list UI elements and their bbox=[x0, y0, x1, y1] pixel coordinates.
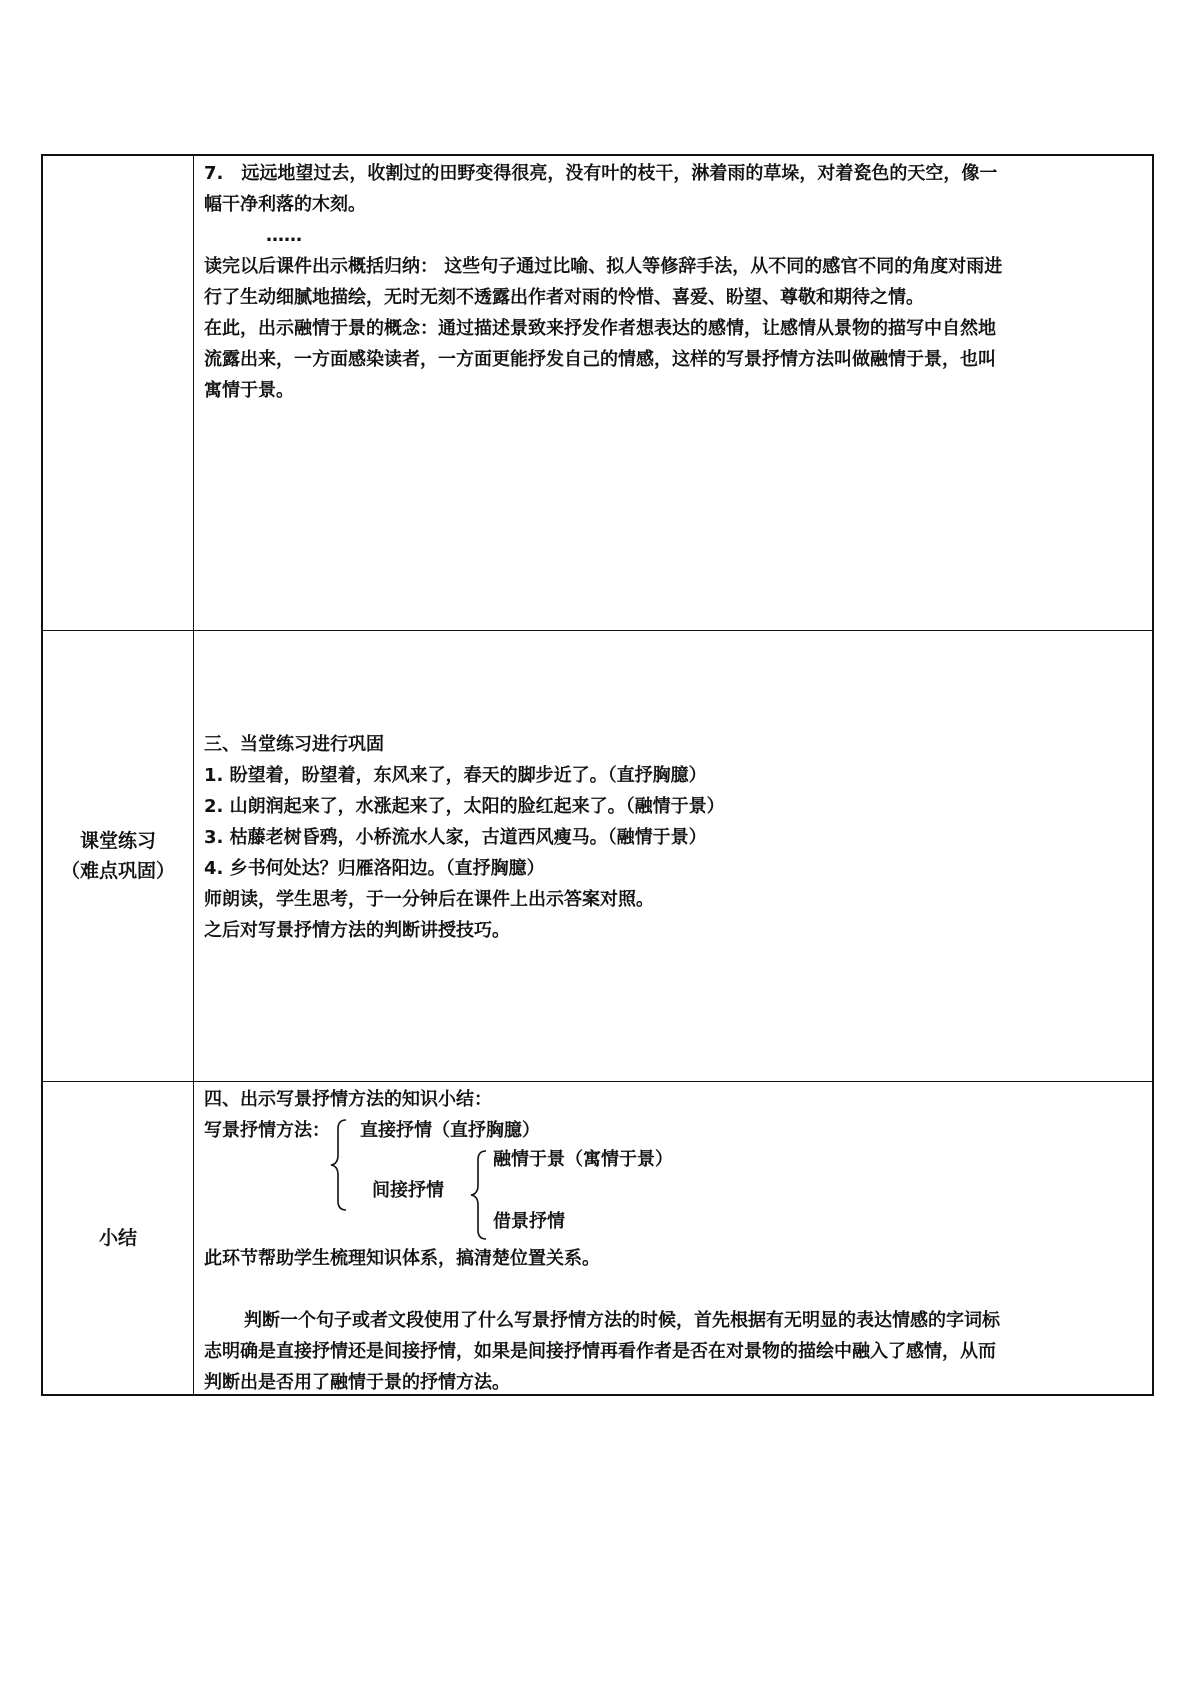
tree-borrow: 借景抒情 bbox=[493, 1211, 565, 1232]
tree-direct: 直接抒情（直抒胸臆） bbox=[360, 1120, 540, 1141]
section-heading: 三、当堂练习进行巩固 bbox=[204, 734, 384, 755]
summary-line: 行了生动细腻地描绘，无时无刻不透露出作者对雨的怜惜、喜爱、盼望、尊敬和期待之情。 bbox=[204, 287, 924, 308]
table-row bbox=[43, 156, 1152, 630]
concept-line: 流露出来，一方面感染读者，一方面更能抒发自己的情感，这样的写景抒情方法叫做融情于景，也叫 bbox=[204, 349, 996, 370]
row-content bbox=[194, 156, 1152, 630]
row-label-text: （难点巩固） bbox=[60, 860, 175, 882]
paragraph-line: 判断出是否用了融情于景的抒情方法。 bbox=[204, 1372, 510, 1393]
concept-line: 寓情于景。 bbox=[204, 380, 294, 401]
section-heading: 四、出示写景抒情方法的知识小结： bbox=[204, 1089, 492, 1110]
note-line: 此环节帮助学生梳理知识体系，搞清楚位置关系。 bbox=[204, 1248, 600, 1269]
exercise-item: 3. 枯藤老树昏鸦，小桥流水人家，古道西风瘦马。（融情于景） bbox=[204, 827, 707, 848]
tree-root: 写景抒情方法： bbox=[204, 1120, 330, 1141]
method-tree-diagram bbox=[204, 1115, 1142, 1243]
exercise-item: 2. 山朗润起来了，水涨起来了，太阳的脸红起来了。（融情于景） bbox=[204, 796, 725, 817]
row-label-text: 小结 bbox=[98, 1227, 137, 1249]
table-row bbox=[43, 1081, 1152, 1394]
row-content bbox=[194, 1082, 1152, 1394]
row-label-text: 课堂练习 bbox=[79, 830, 156, 852]
ellipsis: …… bbox=[266, 225, 302, 246]
row-label bbox=[43, 631, 194, 1081]
concept-line: 在此，出示融情于景的概念：通过描述景致来抒发作者想表达的感情，让感情从景物的描写中自然地 bbox=[204, 318, 996, 339]
paragraph-line: 志明确是直接抒情还是间接抒情，如果是间接抒情再看作者是否在对景物的描绘中融入了感情，从而 bbox=[204, 1341, 996, 1362]
summary-line: 读完以后课件出示概括归纳： 这些句子通过比喻、拟人等修辞手法，从不同的感官不同的角度对雨进 bbox=[204, 256, 1003, 277]
exercise-item: 1. 盼望着，盼望着，东风来了，春天的脚步近了。（直抒胸臆） bbox=[204, 765, 707, 786]
item-7-line: 7. 远远地望过去，收割过的田野变得很亮，没有叶的枝干，淋着雨的草垛，对着瓷色的天空，像一 bbox=[204, 163, 998, 184]
row-content bbox=[194, 631, 1152, 1081]
spacer bbox=[204, 1274, 1142, 1305]
row-label bbox=[43, 156, 194, 630]
table-row bbox=[43, 630, 1152, 1081]
note-line: 师朗读，学生思考，于一分钟后在课件上出示答案对照。 bbox=[204, 889, 654, 910]
tree-indirect: 间接抒情 bbox=[372, 1180, 444, 1201]
item-7-line: 幅干净利落的木刻。 bbox=[204, 194, 366, 215]
tree-blend: 融情于景（寓情于景） bbox=[493, 1149, 673, 1170]
paragraph-line: 判断一个句子或者文段使用了什么写景抒情方法的时候，首先根据有无明显的表达情感的字词标 bbox=[244, 1310, 1000, 1331]
row-label bbox=[43, 1082, 194, 1394]
note-line: 之后对写景抒情方法的判断讲授技巧。 bbox=[204, 920, 510, 941]
exercise-item: 4. 乡书何处达？归雁洛阳边。（直抒胸臆） bbox=[204, 858, 545, 879]
lesson-table bbox=[41, 154, 1154, 1396]
